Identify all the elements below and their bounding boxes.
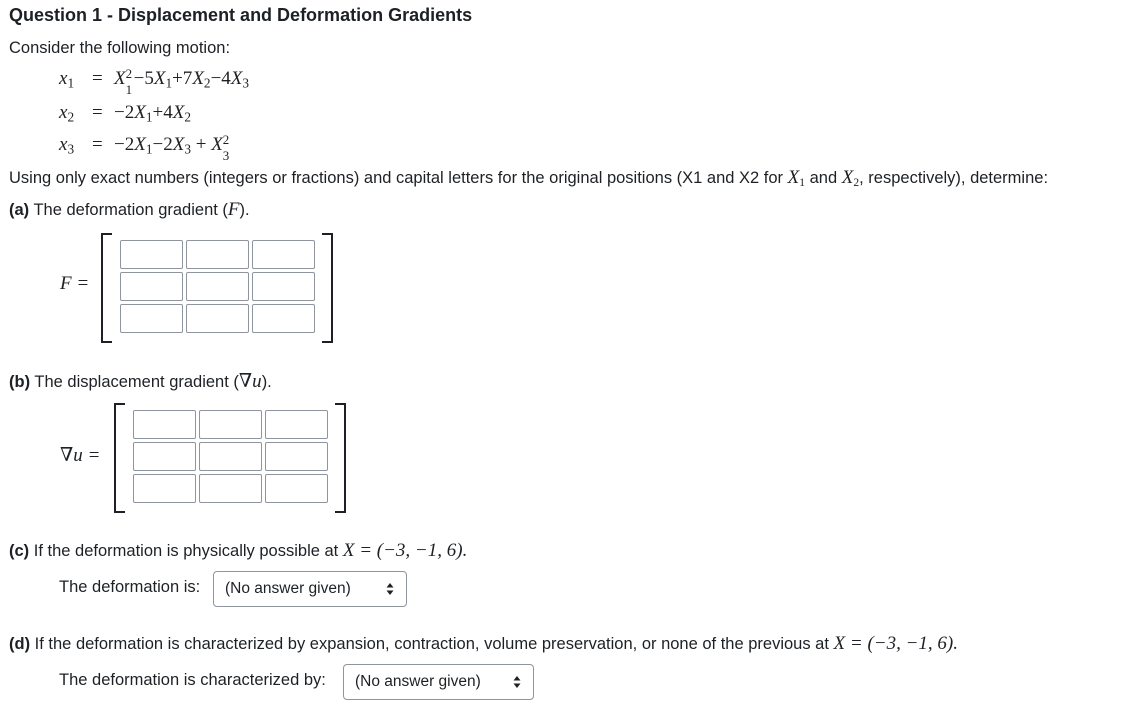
updown-arrow-icon bbox=[513, 675, 521, 689]
f-cell-3-2[interactable] bbox=[186, 304, 249, 333]
grad-u-cell-3-3[interactable] bbox=[265, 474, 328, 503]
f-cell-1-2[interactable] bbox=[186, 240, 249, 269]
f-cell-2-1[interactable] bbox=[120, 272, 183, 301]
matrix-grad-u-right-bracket bbox=[335, 403, 346, 513]
part-d-select-label: The deformation is characterized by: bbox=[59, 671, 326, 689]
deformation-type-select[interactable] bbox=[343, 664, 534, 700]
part-c-prompt: (c) If the deformation is physically possible at X = (−3, −1, 6). bbox=[9, 540, 468, 561]
grad-u-cell-1-3[interactable] bbox=[265, 410, 328, 439]
deformation-possible-select-value: (No answer given) bbox=[225, 580, 351, 597]
updown-arrow-icon bbox=[386, 582, 394, 596]
f-cell-3-3[interactable] bbox=[252, 304, 315, 333]
matrix-f-right-bracket bbox=[322, 233, 333, 343]
grad-u-cell-1-2[interactable] bbox=[199, 410, 262, 439]
grad-u-cell-2-2[interactable] bbox=[199, 442, 262, 471]
grad-u-cell-3-1[interactable] bbox=[133, 474, 196, 503]
equation-x1: $x_1$ = X 2 1 $-5X_1+7X_2-4X_3$ bbox=[59, 66, 250, 97]
matrix-f-left-bracket bbox=[101, 233, 112, 343]
equation-x2: $x_2$ = $-2X_1+4X_2$ bbox=[59, 102, 191, 125]
f-cell-2-2[interactable] bbox=[186, 272, 249, 301]
deformation-type-select-value: (No answer given) bbox=[355, 673, 481, 690]
part-a-prompt: (a) The deformation gradient (F). bbox=[9, 199, 250, 220]
f-cell-2-3[interactable] bbox=[252, 272, 315, 301]
f-cell-1-3[interactable] bbox=[252, 240, 315, 269]
matrix-f-grid bbox=[120, 240, 315, 333]
grad-u-cell-1-1[interactable] bbox=[133, 410, 196, 439]
equation-x3: $x_3$ = $-2X_1-2X_3 + X$ 2 3 bbox=[59, 132, 230, 163]
instructions-text: Using only exact numbers (integers or fractions) and capital letters for the original positions (X1 and X2 for $X_1$ and $X_2$, respectively), determine: bbox=[9, 167, 1049, 189]
deformation-possible-select[interactable] bbox=[213, 571, 407, 607]
grad-u-cell-2-3[interactable] bbox=[265, 442, 328, 471]
matrix-grad-u-label: ∇u = bbox=[60, 445, 101, 466]
part-b-prompt: (b) The displacement gradient (∇u). bbox=[9, 371, 272, 392]
matrix-grad-u-left-bracket bbox=[114, 403, 125, 513]
intro-text: Consider the following motion: bbox=[9, 39, 231, 57]
matrix-f-label: F = bbox=[60, 273, 90, 294]
part-d-prompt: (d) If the deformation is characterized by expansion, contraction, volume preservation, or none of the previous at X = (−3, −1, 6). bbox=[9, 633, 959, 654]
grad-u-cell-3-2[interactable] bbox=[199, 474, 262, 503]
question-title: Question 1 - Displacement and Deformation Gradients bbox=[9, 5, 473, 25]
grad-u-cell-2-1[interactable] bbox=[133, 442, 196, 471]
matrix-grad-u-grid bbox=[133, 410, 328, 503]
f-cell-3-1[interactable] bbox=[120, 304, 183, 333]
f-cell-1-1[interactable] bbox=[120, 240, 183, 269]
part-c-select-label: The deformation is: bbox=[59, 578, 201, 596]
